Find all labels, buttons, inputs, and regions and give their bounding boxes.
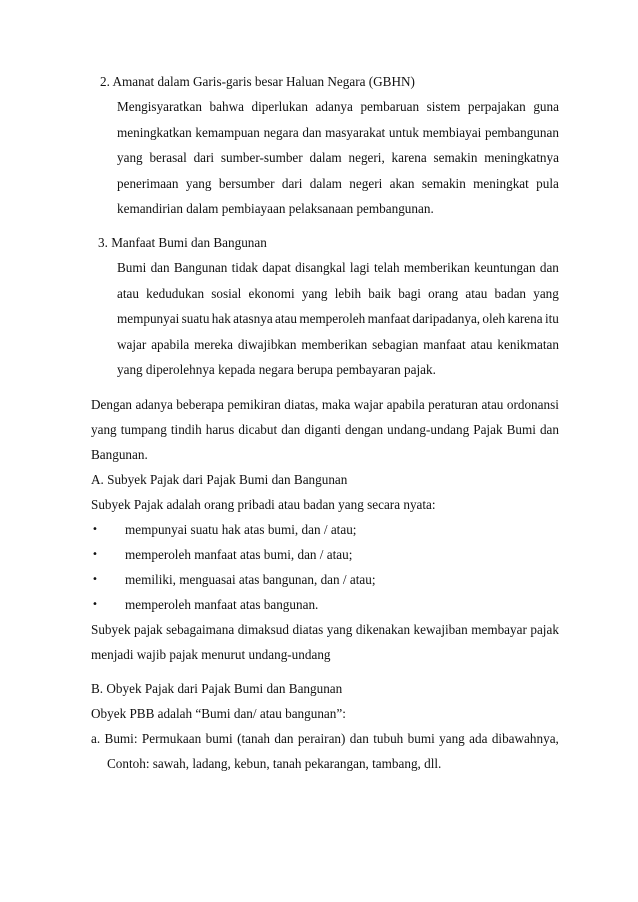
word: disangkal	[295, 260, 346, 275]
word: tubuh	[373, 731, 404, 746]
word: apabila	[151, 337, 190, 352]
word: oleh	[482, 311, 506, 326]
word: orang	[428, 286, 459, 301]
word: bersumber	[218, 176, 275, 191]
word: baik	[368, 286, 391, 301]
word: mempunyai	[117, 311, 180, 326]
word: Bumi:	[104, 731, 138, 746]
word: daripadanya,	[412, 311, 481, 326]
word: negeri	[349, 176, 383, 191]
section-3-line	[117, 286, 559, 302]
word: dikenakan	[355, 622, 411, 637]
word: lagi	[349, 260, 370, 275]
word: yang	[326, 622, 353, 637]
word: masyarakat	[325, 125, 386, 140]
word: sumber-sumber	[220, 150, 303, 165]
section-a-intro: Subyek Pajak adalah orang pribadi atau badan yang secara nyata:	[91, 497, 436, 512]
word: diganti	[304, 422, 341, 437]
word: meningkat	[473, 176, 529, 191]
word: diatas	[292, 622, 324, 637]
section-a-bullet-item: mempunyai suatu hak atas bumi, dan / atau;	[125, 522, 357, 537]
word: atau	[275, 311, 297, 326]
word: (tanah	[237, 731, 271, 746]
section-2-line	[117, 125, 559, 141]
word: adanya	[135, 397, 173, 412]
word: a.	[91, 731, 101, 746]
word: yang	[117, 150, 143, 165]
word: dibawahnya,	[491, 731, 559, 746]
word: untuk	[388, 125, 419, 140]
word: negeri,	[348, 150, 385, 165]
word: negara	[263, 125, 299, 140]
word: pajak	[134, 622, 163, 637]
word: membiayai	[422, 125, 482, 140]
section-b-heading: B. Obyek Pajak dari Pajak Bumi dan Bangunan	[91, 681, 343, 696]
word: Subyek	[91, 622, 131, 637]
word: dan	[302, 125, 322, 140]
section-3-line	[117, 260, 559, 276]
section-b-item-a-example: Contoh: sawah, ladang, kebun, tanah pekarangan, tambang, dll.	[107, 756, 442, 771]
word: wajar	[353, 397, 384, 412]
word: itu	[544, 311, 559, 326]
word: peraturan	[428, 397, 478, 412]
bullet-icon: •	[92, 524, 98, 535]
word: yang	[533, 286, 559, 301]
word: Pajak	[473, 422, 503, 437]
word: dapat	[262, 260, 291, 275]
word: memberikan	[403, 260, 470, 275]
word: Mengisyaratkan	[117, 99, 202, 114]
word: pula	[536, 176, 559, 191]
word: manfaat	[367, 311, 411, 326]
word: atau	[117, 286, 139, 301]
word: yang	[301, 286, 328, 301]
word: yang	[439, 731, 465, 746]
word: perairan)	[297, 731, 346, 746]
word: meningkatnya	[484, 150, 559, 165]
section-a-bullet-item: memperoleh manfaat atas bumi, dan / atau;	[125, 547, 353, 562]
word: suatu	[181, 311, 210, 326]
word: bumi	[407, 731, 435, 746]
word: penerimaan	[117, 176, 179, 191]
section-2-line	[117, 150, 559, 166]
word: yang	[91, 422, 117, 437]
word: dicabut	[238, 422, 278, 437]
word: dalam	[309, 176, 342, 191]
word: Permukaan	[141, 731, 202, 746]
word: dengan	[345, 422, 384, 437]
word: Dengan	[91, 397, 133, 412]
word: badan	[494, 286, 527, 301]
word: meningkatkan	[117, 125, 192, 140]
word: sebagian	[372, 337, 419, 352]
word: kemampuan	[195, 125, 260, 140]
word: memberikan	[301, 337, 368, 352]
bullet-icon: •	[92, 574, 98, 585]
section-3-heading: 3. Manfaat Bumi dan Bangunan	[98, 235, 267, 250]
word: undang-undang	[387, 422, 470, 437]
word: dimaksud	[237, 622, 289, 637]
bullet-icon: •	[92, 549, 98, 560]
word: sosial	[211, 286, 242, 301]
word: tidak	[231, 260, 259, 275]
word: dalam	[309, 150, 342, 165]
section-3-line	[117, 337, 559, 353]
word: Bumi	[506, 422, 536, 437]
word: bahwa	[209, 99, 244, 114]
word: harus	[205, 422, 235, 437]
word: memperoleh	[299, 311, 366, 326]
word: mereka	[194, 337, 233, 352]
word: semakin	[433, 150, 478, 165]
word: guna	[533, 99, 559, 114]
section-a-bullet-item: memperoleh manfaat atas bangunan.	[125, 597, 319, 612]
word: atau	[465, 286, 488, 301]
word: bumi	[205, 731, 233, 746]
section-2-line	[117, 176, 559, 192]
word: telah	[373, 260, 400, 275]
word: diperlukan	[251, 99, 308, 114]
word: apabila	[386, 397, 425, 412]
word: pajak	[530, 622, 559, 637]
word: dan	[539, 422, 559, 437]
bullet-icon: •	[92, 599, 98, 610]
word: beberapa	[176, 397, 224, 412]
word: ekonomi	[248, 286, 295, 301]
word: keuntungan	[474, 260, 536, 275]
section-a-outro-last: menjadi wajib pajak menurut undang-undang	[91, 647, 331, 662]
word: pembangunan	[484, 125, 559, 140]
word: dan	[349, 731, 369, 746]
word: yang	[185, 176, 212, 191]
section-b-item-a-line	[91, 731, 559, 747]
word: kenikmatan	[497, 337, 559, 352]
word: lebih	[334, 286, 362, 301]
word: semakin	[421, 176, 466, 191]
word: pembaruan	[360, 99, 420, 114]
word: hak	[211, 311, 231, 326]
word: adanya	[315, 99, 353, 114]
word: sistem	[426, 99, 461, 114]
section-a-heading: A. Subyek Pajak dari Pajak Bumi dan Bangunan	[91, 472, 348, 487]
word: akan	[389, 176, 415, 191]
conclusion-line-last: Bangunan.	[91, 447, 148, 462]
word: atasnya	[233, 311, 273, 326]
conclusion-line	[91, 422, 559, 438]
word: pemikiran	[227, 397, 281, 412]
word: dan	[150, 260, 170, 275]
word: wajar	[117, 337, 147, 352]
word: dan	[274, 731, 294, 746]
word: berasal	[149, 150, 187, 165]
word: dari	[193, 150, 215, 165]
word: maka	[321, 397, 351, 412]
word: bagi	[398, 286, 421, 301]
word: atau	[470, 337, 493, 352]
word: karena	[507, 311, 543, 326]
section-3-line-last: yang diperolehnya kepada negara berupa pembayaran pajak.	[117, 362, 436, 377]
section-2-heading: 2. Amanat dalam Garis-garis besar Haluan Negara (GBHN)	[100, 74, 415, 89]
word: dari	[281, 176, 303, 191]
word: atau	[481, 397, 504, 412]
word: membayar	[471, 622, 527, 637]
conclusion-line	[91, 397, 559, 413]
word: perpajakan	[467, 99, 526, 114]
word: Bumi	[117, 260, 147, 275]
word: kewajiban	[413, 622, 468, 637]
word: Bangunan	[173, 260, 228, 275]
section-b-intro: Obyek PBB adalah “Bumi dan/ atau bangunan”:	[91, 706, 346, 721]
word: karena	[391, 150, 427, 165]
section-2-line-last: kemandirian dalam pembiayaan pelaksanaan pembangunan.	[117, 201, 434, 216]
section-3-line	[117, 311, 559, 327]
section-a-outro-line	[91, 622, 559, 638]
word: manfaat	[423, 337, 466, 352]
word: diatas,	[284, 397, 319, 412]
word: dan	[281, 422, 301, 437]
section-2-line	[117, 99, 559, 115]
section-a-bullet-item: memiliki, menguasai atas bangunan, dan / atau;	[125, 572, 376, 587]
word: dan	[539, 260, 559, 275]
word: sebagaimana	[166, 622, 235, 637]
word: ordonansi	[506, 397, 559, 412]
word: kedudukan	[146, 286, 205, 301]
word: tindih	[170, 422, 202, 437]
word: diwajibkan	[237, 337, 297, 352]
word: tumpang	[120, 422, 167, 437]
word: ada	[469, 731, 488, 746]
